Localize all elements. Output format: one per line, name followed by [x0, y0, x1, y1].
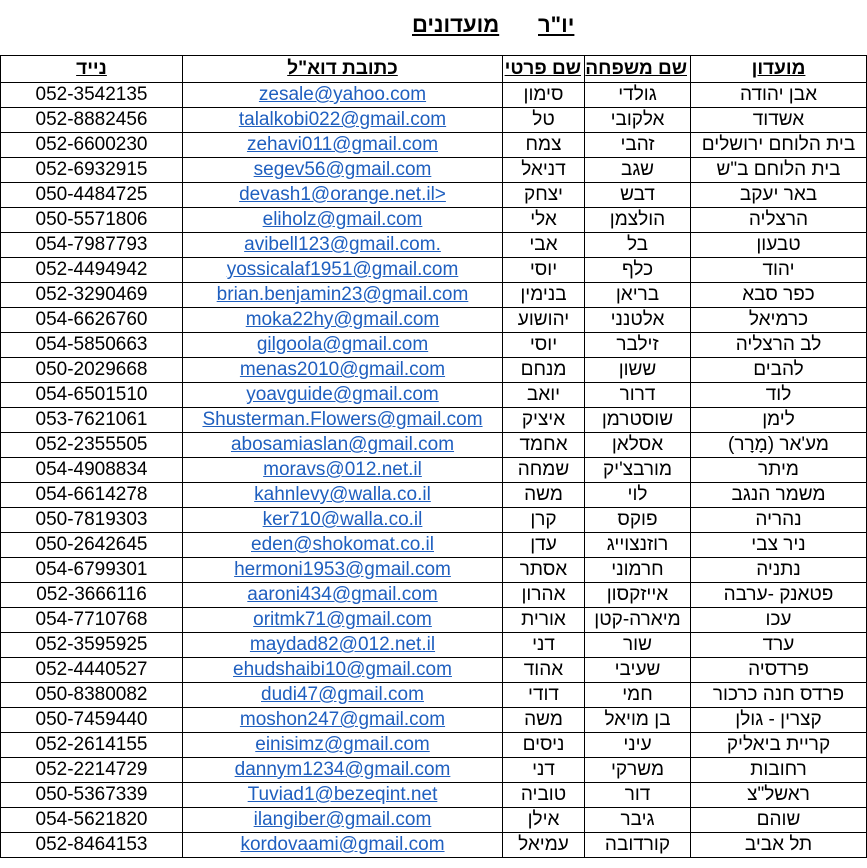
first-name-cell: קרן: [503, 508, 585, 533]
first-name-cell: עדן: [503, 533, 585, 558]
email-link[interactable]: ker710@walla.co.il: [183, 508, 503, 533]
club-cell: בית הלוחם ב"ש: [691, 158, 867, 183]
phone-cell: 050-8380082: [1, 683, 183, 708]
club-cell: ערד: [691, 633, 867, 658]
last-name-cell: שוסטרמן: [585, 408, 691, 433]
first-name-cell: סימון: [503, 83, 585, 108]
table-row: [1, 733, 867, 758]
email-link[interactable]: gilgoola@gmail.com: [183, 333, 503, 358]
table-row: [1, 583, 867, 608]
first-name-cell: טוביה: [503, 783, 585, 808]
phone-cell: 052-4494942: [1, 258, 183, 283]
email-link[interactable]: kahnlevy@walla.co.il: [183, 483, 503, 508]
phone-cell: 052-3666116: [1, 583, 183, 608]
email-link[interactable]: devash1@orange.net.il>: [183, 183, 503, 208]
table-row: [1, 533, 867, 558]
phone-cell: 052-6600230: [1, 133, 183, 158]
last-name-cell: אסלאן: [585, 433, 691, 458]
last-name-cell: שגב: [585, 158, 691, 183]
club-cell: קריית ביאליק: [691, 733, 867, 758]
last-name-cell: זילבר: [585, 333, 691, 358]
email-link[interactable]: eden@shokomat.co.il: [183, 533, 503, 558]
last-name-cell: זהבי: [585, 133, 691, 158]
phone-cell: 052-8882456: [1, 108, 183, 133]
table-row: [1, 308, 867, 333]
last-name-cell: ששון: [585, 358, 691, 383]
table-row: [1, 408, 867, 433]
table-row: [1, 108, 867, 133]
table-row: [1, 258, 867, 283]
club-cell: אשדוד: [691, 108, 867, 133]
last-name-cell: כלף: [585, 258, 691, 283]
table-row: [1, 658, 867, 683]
table-row: [1, 708, 867, 733]
club-cell: מיתר: [691, 458, 867, 483]
club-cell: לימן: [691, 408, 867, 433]
email-link[interactable]: avibell123@gmail.com.: [183, 233, 503, 258]
first-name-cell: איציק: [503, 408, 585, 433]
first-name-cell: יצחק: [503, 183, 585, 208]
last-name-cell: דבש: [585, 183, 691, 208]
table-row: [1, 633, 867, 658]
table-row: [1, 183, 867, 208]
header-last-name: שם משפחה: [585, 56, 691, 83]
last-name-cell: חרמוני: [585, 558, 691, 583]
phone-cell: 050-4484725: [1, 183, 183, 208]
first-name-cell: אלי: [503, 208, 585, 233]
table-row: [1, 483, 867, 508]
phone-cell: 050-2029668: [1, 358, 183, 383]
club-cell: טבעון: [691, 233, 867, 258]
table-row: [1, 558, 867, 583]
first-name-cell: מנחם: [503, 358, 585, 383]
first-name-cell: צמח: [503, 133, 585, 158]
last-name-cell: חמי: [585, 683, 691, 708]
phone-cell: 050-7459440: [1, 708, 183, 733]
last-name-cell: בל: [585, 233, 691, 258]
first-name-cell: אחמד: [503, 433, 585, 458]
last-name-cell: בן מויאל: [585, 708, 691, 733]
first-name-cell: דני: [503, 633, 585, 658]
table-row: [1, 758, 867, 783]
last-name-cell: שעיבי: [585, 658, 691, 683]
table-row: [1, 608, 867, 633]
first-name-cell: עמיאל: [503, 833, 585, 858]
club-cell: אבן יהודה: [691, 83, 867, 108]
phone-cell: 050-2642645: [1, 533, 183, 558]
table-row: [1, 458, 867, 483]
phone-cell: 052-2214729: [1, 758, 183, 783]
phone-cell: 052-4440527: [1, 658, 183, 683]
email-link[interactable]: menas2010@gmail.com: [183, 358, 503, 383]
first-name-cell: יוסי: [503, 333, 585, 358]
first-name-cell: ניסים: [503, 733, 585, 758]
club-cell: יהוד: [691, 258, 867, 283]
email-link[interactable]: moshon247@gmail.com: [183, 708, 503, 733]
table-row: [1, 158, 867, 183]
header-email: כתובת דוא"ל: [183, 56, 503, 83]
phone-cell: 052-3290469: [1, 283, 183, 308]
table-body: [1, 83, 867, 858]
email-link[interactable]: eliholz@gmail.com: [183, 208, 503, 233]
club-cell: לוד: [691, 383, 867, 408]
club-cell: קצרין - גולן: [691, 708, 867, 733]
title-clubs: מועדונים: [412, 12, 500, 37]
first-name-cell: שמחה: [503, 458, 585, 483]
phone-cell: 054-5850663: [1, 333, 183, 358]
table-row: [1, 808, 867, 833]
first-name-cell: טל: [503, 108, 585, 133]
club-cell: נהריה: [691, 508, 867, 533]
table-row: [1, 508, 867, 533]
last-name-cell: שור: [585, 633, 691, 658]
email-link[interactable]: zehavi011@gmail.com: [183, 133, 503, 158]
email-link[interactable]: aaroni434@gmail.com: [183, 583, 503, 608]
document-title: [0, 8, 867, 42]
table-row: [1, 208, 867, 233]
header-first-name: שם פרטי: [503, 56, 585, 83]
phone-cell: 052-3595925: [1, 633, 183, 658]
header-phone: נייד: [1, 56, 183, 83]
first-name-cell: דודי: [503, 683, 585, 708]
first-name-cell: דניאל: [503, 158, 585, 183]
club-cell: עכו: [691, 608, 867, 633]
club-cell: פטאנק -ערבה: [691, 583, 867, 608]
first-name-cell: משה: [503, 708, 585, 733]
last-name-cell: קורדובה: [585, 833, 691, 858]
club-cell: הרצליה: [691, 208, 867, 233]
phone-cell: 054-5621820: [1, 808, 183, 833]
last-name-cell: בריאן: [585, 283, 691, 308]
first-name-cell: יואב: [503, 383, 585, 408]
email-link[interactable]: talalkobi022@gmail.com: [183, 108, 503, 133]
last-name-cell: גיבר: [585, 808, 691, 833]
first-name-cell: יהושוע: [503, 308, 585, 333]
club-cell: פרדסיה: [691, 658, 867, 683]
header-club: מועדון: [691, 56, 867, 83]
email-link[interactable]: yossicalaf1951@gmail.com: [183, 258, 503, 283]
phone-cell: 054-7987793: [1, 233, 183, 258]
phone-cell: 054-6501510: [1, 383, 183, 408]
first-name-cell: אסתר: [503, 558, 585, 583]
email-link[interactable]: abosamiaslan@gmail.com: [183, 433, 503, 458]
phone-cell: 054-6799301: [1, 558, 183, 583]
table-row: [1, 783, 867, 808]
club-cell: משמר הנגב: [691, 483, 867, 508]
club-cell: ניר צבי: [691, 533, 867, 558]
club-cell: נתניה: [691, 558, 867, 583]
last-name-cell: פוקס: [585, 508, 691, 533]
table-row: [1, 683, 867, 708]
phone-cell: 050-5571806: [1, 208, 183, 233]
email-link[interactable]: kordovaami@gmail.com: [183, 833, 503, 858]
club-cell: מע'אר (מָרָר): [691, 433, 867, 458]
email-link[interactable]: yoavguide@gmail.com: [183, 383, 503, 408]
email-link[interactable]: zesale@yahoo.com: [183, 83, 503, 108]
table-row: [1, 283, 867, 308]
phone-cell: 052-8464153: [1, 833, 183, 858]
first-name-cell: משה: [503, 483, 585, 508]
phone-cell: 054-6614278: [1, 483, 183, 508]
last-name-cell: אלקובי: [585, 108, 691, 133]
phone-cell: 050-7819303: [1, 508, 183, 533]
email-link[interactable]: Shusterman.Flowers@gmail.com: [183, 408, 503, 433]
first-name-cell: בנימין: [503, 283, 585, 308]
phone-cell: 054-6626760: [1, 308, 183, 333]
first-name-cell: אהוד: [503, 658, 585, 683]
clubs-table: [0, 55, 867, 858]
table-row: [1, 233, 867, 258]
last-name-cell: משרקי: [585, 758, 691, 783]
header-row: [1, 56, 867, 83]
email-link[interactable]: dudi47@gmail.com: [183, 683, 503, 708]
email-link[interactable]: hermoni1953@gmail.com: [183, 558, 503, 583]
email-link[interactable]: brian.benjamin23@gmail.com: [183, 283, 503, 308]
email-link[interactable]: dannym1234@gmail.com: [183, 758, 503, 783]
phone-cell: 052-2614155: [1, 733, 183, 758]
first-name-cell: אהרון: [503, 583, 585, 608]
first-name-cell: אילן: [503, 808, 585, 833]
phone-cell: 052-6932915: [1, 158, 183, 183]
email-link[interactable]: einisimz@gmail.com: [183, 733, 503, 758]
club-cell: פרדס חנה כרכור: [691, 683, 867, 708]
first-name-cell: אורית: [503, 608, 585, 633]
phone-cell: 054-7710768: [1, 608, 183, 633]
last-name-cell: גולדי: [585, 83, 691, 108]
email-link[interactable]: Tuviad1@bezeqint.net: [183, 783, 503, 808]
first-name-cell: יוסי: [503, 258, 585, 283]
first-name-cell: אבי: [503, 233, 585, 258]
last-name-cell: אלטנני: [585, 308, 691, 333]
first-name-cell: דני: [503, 758, 585, 783]
last-name-cell: לוי: [585, 483, 691, 508]
last-name-cell: מורבצ'יק: [585, 458, 691, 483]
table-row: [1, 383, 867, 408]
last-name-cell: עיני: [585, 733, 691, 758]
phone-cell: 050-5367339: [1, 783, 183, 808]
email-link[interactable]: moravs@012.net.il: [183, 458, 503, 483]
club-cell: ראשל"צ: [691, 783, 867, 808]
email-link[interactable]: moka22hy@gmail.com: [183, 308, 503, 333]
last-name-cell: דור: [585, 783, 691, 808]
last-name-cell: מיארה-קטן: [585, 608, 691, 633]
table-row: [1, 83, 867, 108]
club-cell: לב הרצליה: [691, 333, 867, 358]
table-row: [1, 833, 867, 858]
club-cell: בית הלוחם ירושלים: [691, 133, 867, 158]
club-cell: להבים: [691, 358, 867, 383]
last-name-cell: דרור: [585, 383, 691, 408]
email-link[interactable]: maydad82@012.net.il: [183, 633, 503, 658]
club-cell: שוהם: [691, 808, 867, 833]
club-cell: כרמיאל: [691, 308, 867, 333]
email-link[interactable]: ehudshaibi10@gmail.com: [183, 658, 503, 683]
club-cell: באר יעקב: [691, 183, 867, 208]
club-cell: כפר סבא: [691, 283, 867, 308]
phone-cell: 052-3542135: [1, 83, 183, 108]
title-chairman: יו"ר: [538, 12, 575, 37]
club-cell: רחובות: [691, 758, 867, 783]
email-link[interactable]: segev56@gmail.com: [183, 158, 503, 183]
club-cell: תל אביב: [691, 833, 867, 858]
email-link[interactable]: ilangiber@gmail.com: [183, 808, 503, 833]
table-row: [1, 133, 867, 158]
table-row: [1, 333, 867, 358]
last-name-cell: הולצמן: [585, 208, 691, 233]
last-name-cell: רוזנצוייג: [585, 533, 691, 558]
table-row: [1, 433, 867, 458]
table-row: [1, 358, 867, 383]
phone-cell: 054-4908834: [1, 458, 183, 483]
last-name-cell: אייזקסון: [585, 583, 691, 608]
email-link[interactable]: oritmk71@gmail.com: [183, 608, 503, 633]
phone-cell: 053-7621061: [1, 408, 183, 433]
phone-cell: 052-2355505: [1, 433, 183, 458]
